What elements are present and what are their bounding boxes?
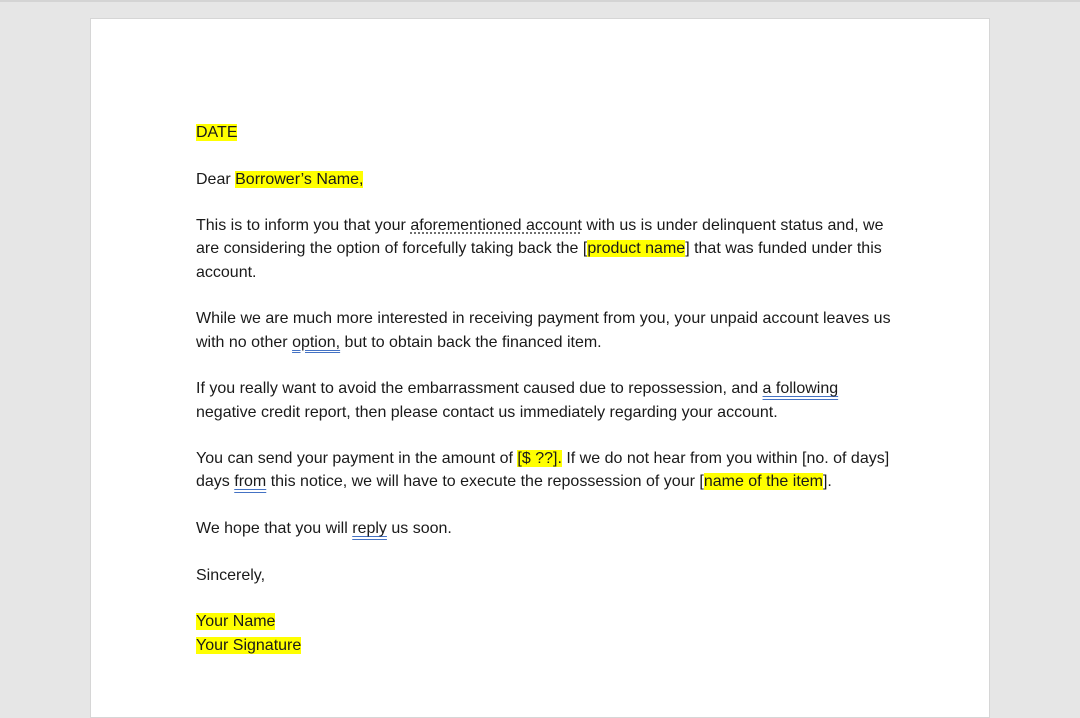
closing — [196, 564, 896, 587]
your-signature-placeholder: Your Signature — [196, 636, 302, 654]
document-page[interactable] — [90, 18, 990, 718]
date-placeholder: DATE — [196, 124, 238, 141]
paragraph-5 — [196, 517, 896, 540]
product-name-placeholder: product name — [587, 240, 686, 258]
signature-block — [196, 610, 896, 657]
p2-text-2: but to obtain back the financed item. — [340, 333, 602, 351]
p5-text-1: We hope that you will — [196, 520, 353, 538]
your-name-placeholder: Your Name — [196, 613, 276, 631]
salutation — [196, 168, 896, 191]
p5-text-2: us soon. — [386, 520, 452, 538]
amount-placeholder: [$ ??]. — [517, 450, 562, 468]
p1-text-1: This is to inform you that your — [196, 217, 411, 235]
letter-body[interactable] — [196, 121, 896, 657]
p5-grammar-flag[interactable]: reply — [352, 520, 387, 538]
top-edge — [0, 0, 1080, 2]
p4-grammar-flag[interactable]: from — [234, 473, 267, 491]
p1-text-2: with us is under delinquent status and, we are considering the option of forcefully taking back the [ — [196, 217, 884, 258]
paragraph-1 — [196, 214, 896, 284]
p3-grammar-flag[interactable]: a following — [762, 380, 839, 398]
paragraph-3 — [196, 377, 896, 424]
closing-text: Sincerely, — [196, 566, 266, 584]
paragraph-4 — [196, 447, 896, 494]
p4-text-4: ]. — [822, 473, 832, 491]
item-name-placeholder: name of the item — [703, 473, 823, 491]
p4-text-1: You can send your payment in the amount of — [196, 450, 518, 468]
paragraph-2 — [196, 307, 896, 354]
p2-text-1: While we are much more interested in receiving payment from you, your unpaid account leaves us with no other — [196, 310, 891, 351]
borrower-name-placeholder: Borrower’s Name, — [235, 170, 364, 188]
p3-text-1: If you really want to avoid the embarrassment caused due to repossession, and — [196, 380, 763, 398]
p2-grammar-flag[interactable]: option, — [292, 333, 341, 351]
salutation-prefix: Dear — [196, 170, 236, 188]
p4-text-2: If we do not hear from you within [no. of days] days — [196, 450, 890, 491]
p4-text-3: this notice, we will have to execute the repossession of your [ — [266, 473, 704, 491]
date-line — [196, 121, 896, 144]
p1-spelling-flag[interactable]: aforementioned account — [410, 217, 582, 235]
p3-text-2: negative credit report, then please contact us immediately regarding your account. — [196, 403, 778, 421]
p1-text-3: ] that was funded under this account. — [196, 240, 882, 281]
